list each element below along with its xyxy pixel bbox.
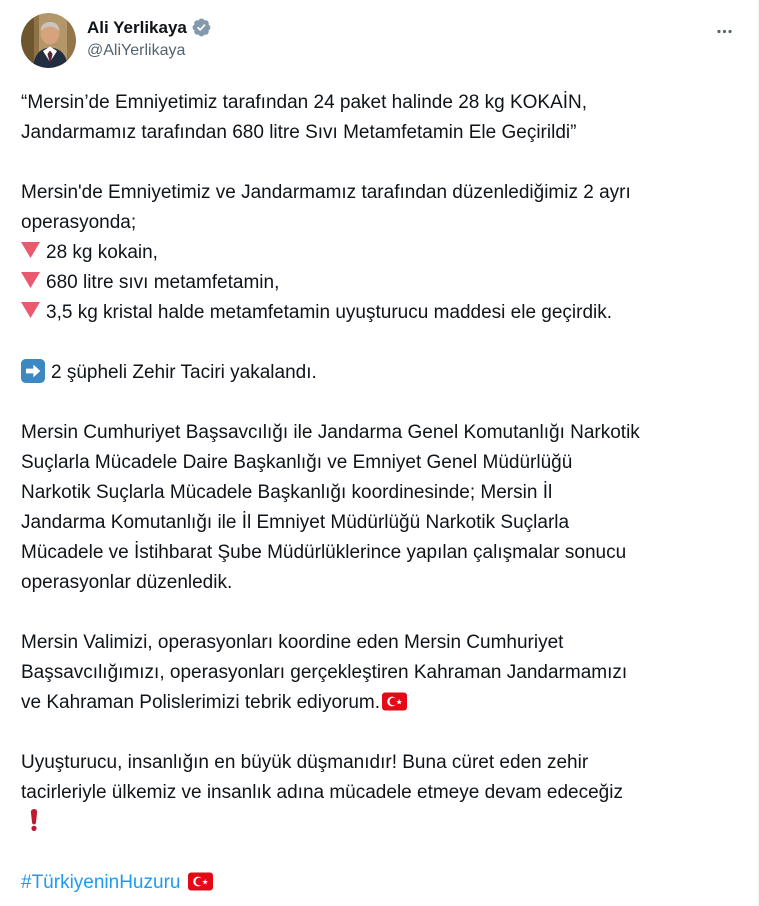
tweet-paragraph bbox=[21, 418, 736, 598]
user-info bbox=[87, 13, 713, 61]
avatar[interactable] bbox=[21, 13, 76, 68]
red-triangle-down-emoji bbox=[21, 302, 40, 318]
text-run: Mersin'de Emniyetimiz ve Jandarmamız tarafından düzenlediğimiz 2 ayrı bbox=[21, 182, 631, 203]
text-run: Mersin Valimizi, operasyonları koordine eden Mersin Cumhuriyet bbox=[21, 632, 564, 653]
blue-arrow-right-emoji bbox=[21, 359, 45, 383]
tweet-header bbox=[21, 13, 736, 68]
text-run: Mücadele ve İstihbarat Şube Müdürlüklerince yapılan çalışmalar sonucu bbox=[21, 542, 627, 563]
name-row bbox=[87, 17, 713, 38]
text-run: “Mersin’de Emniyetimiz tarafından 24 paket halinde 28 kg KOKAİN, bbox=[21, 92, 588, 113]
turkish-flag-emoji bbox=[188, 872, 213, 891]
text-run: Suçlarla Mücadele Daire Başkanlığı ve Emniyet Genel Müdürlüğü bbox=[21, 452, 573, 473]
user-handle[interactable]: @AliYerlikaya bbox=[87, 42, 186, 59]
hashtag-link[interactable]: #TürkiyeninHuzuru bbox=[21, 872, 181, 893]
tweet-paragraph bbox=[21, 358, 736, 388]
verified-badge-icon bbox=[191, 17, 212, 38]
text-run: ve Kahraman Polislerimizi tebrik ediyorum. bbox=[21, 692, 381, 713]
text-run: Jandarmamız tarafından 680 litre Sıvı Metamfetamin Ele Geçirildi” bbox=[21, 122, 577, 143]
turkish-flag-emoji bbox=[382, 692, 407, 711]
tweet-paragraph bbox=[21, 868, 736, 898]
text-run: operasyonda; bbox=[21, 212, 137, 233]
tweet-paragraph bbox=[21, 178, 736, 328]
tweet-text bbox=[21, 88, 736, 898]
text-run: tacirleriyle ülkemiz ve insanlık adına mücadele etmeye devam edeceğiz bbox=[21, 782, 623, 803]
text-run: 2 şüpheli Zehir Taciri yakalandı. bbox=[51, 362, 317, 383]
text-run bbox=[180, 872, 185, 893]
tweet-paragraph bbox=[21, 88, 736, 148]
tweet-paragraph bbox=[21, 748, 736, 838]
text-run: Uyuşturucu, insanlığın en büyük düşmanıdır! Buna cüret eden zehir bbox=[21, 752, 589, 773]
text-run: Jandarma Komutanlığı ile İl Emniyet Müdürlüğü Narkotik Suçlarla bbox=[21, 512, 570, 533]
text-run: Başsavcılığımızı, operasyonları gerçekleştiren Kahraman Jandarmamızı bbox=[21, 662, 628, 683]
avatar-image bbox=[21, 13, 76, 68]
text-run: operasyonlar düzenledik. bbox=[21, 572, 233, 593]
display-name[interactable]: Ali Yerlikaya bbox=[87, 18, 187, 37]
more-options-button[interactable] bbox=[713, 20, 736, 43]
red-triangle-down-emoji bbox=[21, 272, 40, 288]
text-run: 3,5 kg kristal halde metamfetamin uyuşturucu maddesi ele geçirdik. bbox=[46, 302, 613, 323]
text-run: Narkotik Suçlarla Mücadele Başkanlığı koordinesinde; Mersin İl bbox=[21, 482, 553, 503]
tweet-paragraph bbox=[21, 628, 736, 718]
more-options-icon bbox=[715, 22, 734, 41]
text-run: Mersin Cumhuriyet Başsavcılığı ile Jandarma Genel Komutanlığı Narkotik bbox=[21, 422, 640, 443]
text-run: 28 kg kokain, bbox=[46, 242, 158, 263]
red-exclamation-emoji bbox=[30, 809, 38, 831]
text-run: 680 litre sıvı metamfetamin, bbox=[46, 272, 280, 293]
red-triangle-down-emoji bbox=[21, 242, 40, 258]
